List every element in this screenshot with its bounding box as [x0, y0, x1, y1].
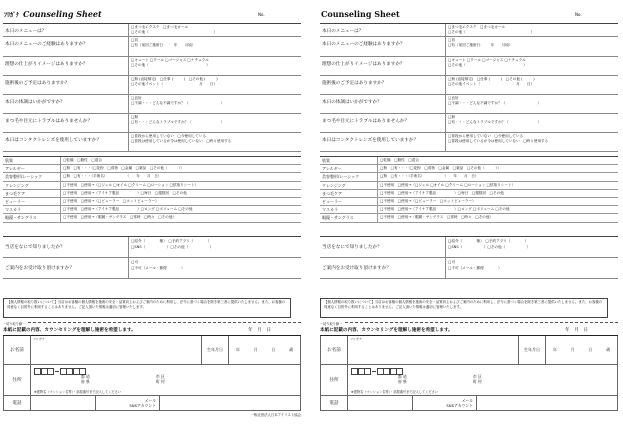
consent-form [3, 327, 301, 411]
phone-field[interactable]: メール SNSアカウント [31, 396, 301, 410]
profile-row: マスカラ □不使用 □使用→（アイケア製品 ）□ロング □ボリューム □その他 [320, 206, 618, 214]
consent-date[interactable]: 年 月 日 [248, 328, 271, 333]
question-grid [3, 23, 301, 152]
question-row: ご案内をお受け取り頂けますか？ □可 □不可（メール・郵便 ） [3, 258, 301, 279]
profile-table [320, 156, 618, 223]
profile-row: 眼鏡・サングラス □不使用 □使用→（眼鏡・サングラス □常時 □時々 □その他） [3, 214, 301, 222]
birthdate-field[interactable]: 生年月日 年 月 日 歳 [519, 336, 618, 364]
cut-line: －切り取り線－ [320, 322, 618, 323]
question-row: 理想の仕上がりイメージはありますか？ □キュート □クール □ゴージャス □ナチュラル □その他（ ） [3, 57, 301, 76]
profile-row: マスカラ □不使用 □使用→（アイケア製品 ）□ロング □ボリューム □その他 [3, 206, 301, 214]
phone-row: 電話 メール SNSアカウント [4, 396, 301, 411]
profile-row: アレルギー □無 □有・・・（□花粉 □食物 □金属 □薬品 □その他（ ）） [320, 165, 618, 173]
profile-row: まつ毛ケア □不使用 □使用→（アイケア製品 ）□毎日 □週数回 □その他 [3, 190, 301, 198]
question-row: 本日のメニューのご経験はありますか？ □初 □有（前回ご施術日： 年 月頃） [3, 37, 301, 57]
address-field[interactable]: 都 道 府 県 市 区 町 村 ※建物名（マンション名等）・部屋番号まで記入してください [31, 365, 301, 395]
birthdate-field[interactable]: 生年月日 年 月 日 歳 [202, 336, 301, 364]
profile-row: ビューラー □不使用 □使用→（□ビューラー □ホットビューラー） [3, 198, 301, 206]
counseling-sheet-left [0, 0, 306, 434]
phone-field[interactable]: メール SNSアカウント [348, 396, 618, 410]
cut-line: －切り取り線－ [3, 322, 301, 323]
name-row: お名前 フリガナ 生年月日 年 月 日 歳 [4, 336, 301, 365]
name-row: お名前 フリガナ 生年月日 年 月 日 歳 [321, 336, 618, 365]
consent-heading: 本紙に記載の内容、カウンセリングを理解し施術を希望します。 年 月 日 [320, 327, 618, 336]
profile-row: 美容整形/レーシック □無 □有・・・（手術名） （ 年 月 日） [3, 173, 301, 181]
phone-row: 電話 メール SNSアカウント [321, 396, 618, 411]
postal-code-boxes[interactable] [34, 368, 86, 375]
address-row: 住所 都 道 府 県 市 区 町 村 ※建物名（マンション名等）・部屋番号まで記入してください [4, 365, 301, 396]
name-field[interactable]: フリガナ [348, 336, 519, 364]
question-row: まつ毛や目元にトラブルはありませんか？ □無 □有・・・どんなトラブルですか？（ ） [3, 114, 301, 133]
question-row: 本日のメニューのご経験はありますか？ □初 □有（前回ご施術日： 年 月頃） [320, 37, 618, 57]
question-row: 本日の体調はいかがですか？ □良好 □不調・・・どんな不調ですか？（ ） [320, 95, 618, 114]
profile-table [3, 156, 301, 223]
consent-form [320, 327, 618, 411]
question-row: 本日はコンタクトレンズを使用していますか？ □普段から使用していない □今使用している □普段は使用しているが今は使用していない □時々使用する [3, 133, 301, 152]
privacy-notice: 【個人情報の取り扱いについて】当店はお客様の個人情報を施術の安全・品質向上およびご案内のために利用し、法令に基づく場合を除き第三者に提供いたしません。また、お客様の同意なく目的外に利用することはありません。ご記入頂いた情報は適切に管理いたします。 [3, 298, 291, 318]
sheet-number-label: No. [575, 12, 582, 17]
profile-row: まつ毛ケア □不使用 □使用→（アイケア製品 ）□毎日 □週数回 □その他 [320, 190, 618, 198]
profile-row: 肌質 □乾燥 □脂性 □混合 [320, 157, 618, 165]
question-row: 本日の体調はいかがですか？ □良好 □不調・・・どんな不調ですか？（ ） [3, 95, 301, 114]
question-row: 本日のメニューは？ □まつ毛エクステ □まつ毛カール □その他（ ） [320, 24, 618, 37]
profile-row: 肌質 □乾燥 □脂性 □混合 [3, 157, 301, 165]
profile-row: アレルギー □無 □有・・・（□花粉 □食物 □金属 □薬品 □その他（ ）） [3, 165, 301, 173]
question-row: 理想の仕上がりイメージはありますか？ □キュート □クール □ゴージャス □ナチュラル □その他（ ） [320, 57, 618, 76]
profile-row: クレンジング □不使用 □使用→（□ジェル □オイル □クリーム □ローション □拭取りシート） [320, 182, 618, 190]
question-row: 本日のメニューは？ □まつ毛エクステ □まつ毛カール □その他（ ） [3, 24, 301, 37]
consent-date[interactable]: 年 月 日 [565, 328, 588, 333]
lower-questions [3, 236, 301, 279]
question-row: 本日はコンタクトレンズを使用していますか？ □普段から使用していない □今使用している □普段は使用しているが今は使用していない □時々使用する [320, 133, 618, 152]
profile-row: クレンジング □不使用 □使用→（□ジェル □オイル □クリーム □ローション □拭取りシート） [3, 182, 301, 190]
address-row: 住所 都 道 府 県 市 区 町 村 ※建物名（マンション名等）・部屋番号まで記入してください [321, 365, 618, 396]
postal-code-boxes[interactable] [351, 368, 403, 375]
question-grid [320, 23, 618, 152]
address-field[interactable]: 都 道 府 県 市 区 町 村 ※建物名（マンション名等）・部屋番号まで記入してください [348, 365, 618, 395]
question-row: 施術後のご予定はありますか？ □無 (直接帰宅) □仕事 ( ) □その他 ( ) □その他イベント（ 月 日） [320, 76, 618, 95]
footer-credit: 一般社団法人日本アイリスト協会 [250, 413, 301, 417]
question-row: まつ毛や目元にトラブルはありませんか？ □無 □有・・・どんなトラブルですか？（ ） [320, 114, 618, 133]
question-row: 施術後のご予定はありますか？ □無 (直接帰宅) □仕事 ( ) □その他 ( ) □その他イベント（ 月 日） [3, 76, 301, 95]
name-field[interactable]: フリガナ [31, 336, 202, 364]
lower-questions [320, 236, 618, 279]
question-row: 当店をなにで知りましたか？ □紹介（ 様） □予約アプリ（ ） □SNS（ ）□その他（ ） [3, 237, 301, 258]
counseling-sheet-right [317, 0, 623, 434]
question-row: ご案内をお受け取り頂けますか？ □可 □不可（メール・郵便 ） [320, 258, 618, 279]
sheet-title: Counseling Sheet [321, 9, 400, 19]
consent-heading: 本紙に記載の内容、カウンセリングを理解し施術を希望します。 年 月 日 [3, 327, 301, 336]
sheet-number-label: No. [258, 12, 265, 17]
sheet-title: ﾌﾘｶﾞﾅ Counseling Sheet [4, 9, 102, 19]
profile-row: ビューラー □不使用 □使用→（□ビューラー □ホットビューラー） [320, 198, 618, 206]
privacy-notice: 【個人情報の取り扱いについて】当店はお客様の個人情報を施術の安全・品質向上およびご案内のために利用し、法令に基づく場合を除き第三者に提供いたしません。また、お客様の同意なく目的外に利用することはありません。ご記入頂いた情報は適切に管理いたします。 [320, 298, 608, 318]
question-row: 当店をなにで知りましたか？ □紹介（ 様） □予約アプリ（ ） □SNS（ ）□その他（ ） [320, 237, 618, 258]
profile-row: 眼鏡・サングラス □不使用 □使用→（眼鏡・サングラス □常時 □時々 □その他） [320, 214, 618, 222]
profile-row: 美容整形/レーシック □無 □有・・・（手術名） （ 年 月 日） [320, 173, 618, 181]
